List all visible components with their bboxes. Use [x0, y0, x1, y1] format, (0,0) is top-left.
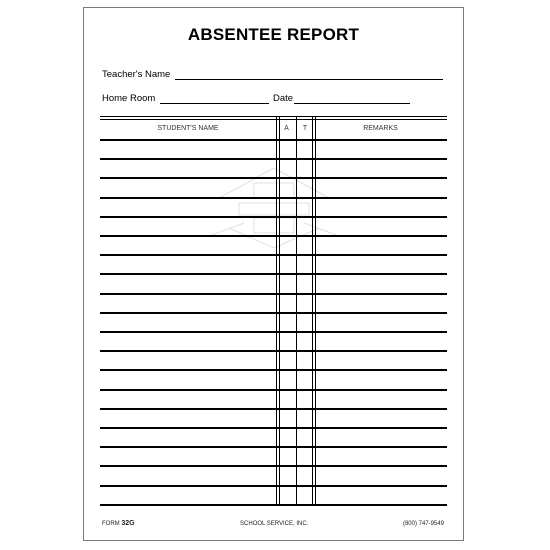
- table-row: [100, 427, 447, 429]
- column-divider: [315, 116, 316, 504]
- table-row: [100, 254, 447, 256]
- form-number: FORM 32G: [102, 520, 135, 527]
- absentee-report-form: [83, 7, 464, 541]
- teacher-name-line[interactable]: [175, 79, 443, 80]
- column-divider: [279, 116, 280, 504]
- table-row: [100, 446, 447, 448]
- table-row: [100, 369, 447, 371]
- column-divider: [312, 116, 313, 504]
- table-row: [100, 197, 447, 199]
- form-title: ABSENTEE REPORT: [187, 25, 360, 44]
- table-row: [100, 465, 447, 467]
- home-room-label: Home Room: [102, 93, 156, 104]
- header-absent: A: [284, 125, 289, 132]
- table-row: [100, 216, 447, 218]
- date-label: Date: [273, 93, 294, 104]
- header-remarks: REMARKS: [363, 125, 398, 132]
- date-line[interactable]: [294, 103, 410, 104]
- header-students-name: STUDENT'S NAME: [157, 125, 219, 132]
- table-row: [100, 158, 447, 160]
- home-room-line[interactable]: [160, 103, 269, 104]
- table-row: [100, 293, 447, 295]
- column-divider: [276, 116, 277, 504]
- company-name: SCHOOL SERVICE, INC.: [240, 521, 309, 527]
- header-tardy: T: [302, 125, 308, 132]
- table-top-rule-inner: [100, 119, 447, 120]
- phone-number: (800) 747-9549: [402, 521, 444, 527]
- table-row: [100, 389, 447, 391]
- column-divider: [296, 116, 297, 504]
- table-row: [100, 273, 447, 275]
- table-row: [100, 504, 447, 506]
- table-header-rule: [100, 139, 447, 141]
- teacher-name-label: Teacher's Name: [102, 69, 171, 80]
- table-row: [100, 350, 447, 352]
- table-row: [100, 408, 447, 410]
- table-row: [100, 312, 447, 314]
- table-row: [100, 235, 447, 237]
- table-row: [100, 331, 447, 333]
- table-row: [100, 177, 447, 179]
- table-row: [100, 485, 447, 487]
- table-top-rule: [100, 116, 447, 117]
